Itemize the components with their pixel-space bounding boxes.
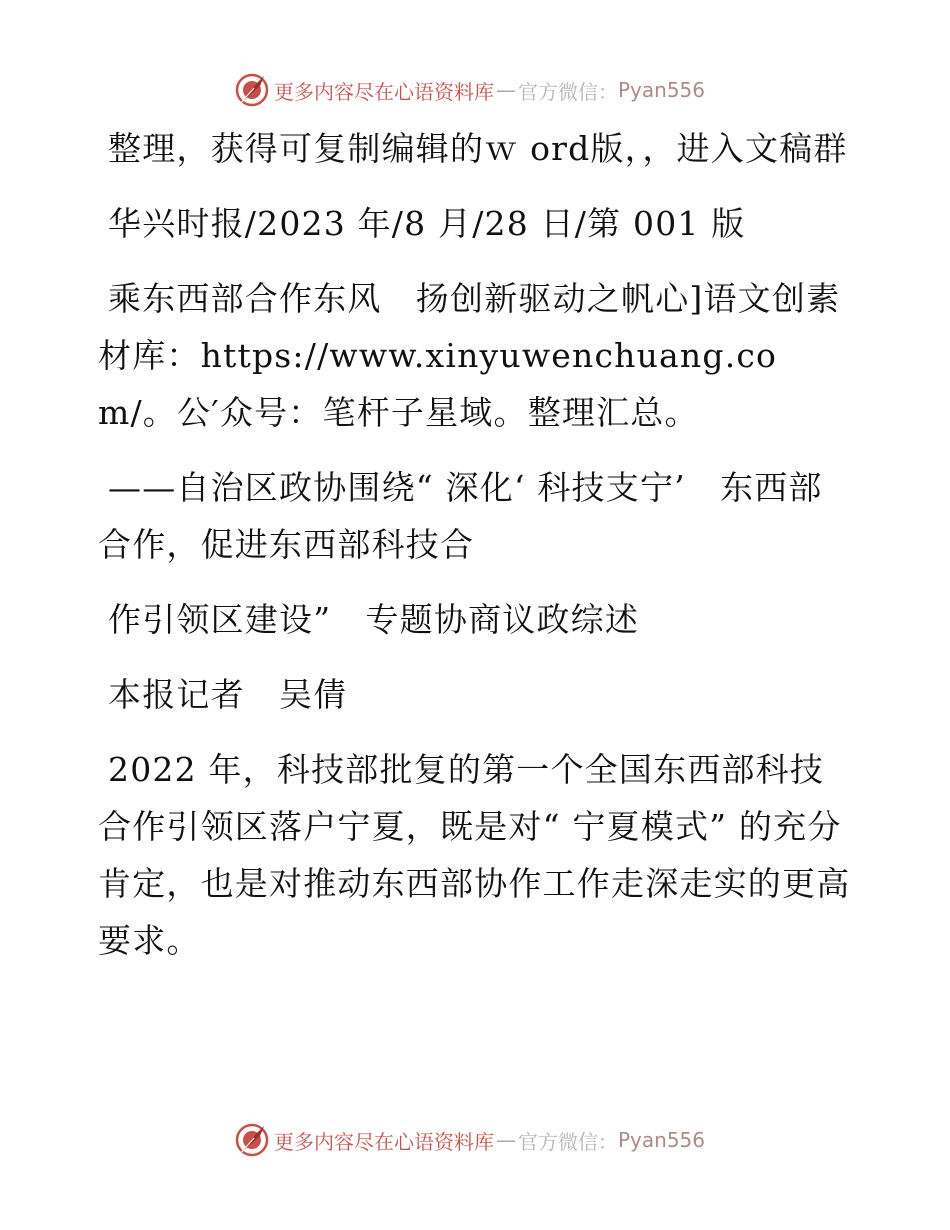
banner-separator: —	[496, 1128, 516, 1152]
dateline: 华兴时报/2023 年/8 月/28 日/第 001 版	[108, 204, 746, 243]
wechat-id: Pyan556	[618, 1128, 706, 1152]
footer-banner	[234, 1120, 705, 1160]
quill-pen-logo-icon	[234, 1122, 270, 1158]
headline-paragraph: 乘东西部合作东风 扬创新驱动之帆心]语文创素材库：https://www.xinyuwenchuang.com/。公′众号：笔杆子星域。整理汇总。	[98, 279, 841, 432]
intro-paragraph: 整理，获得可复制编辑的ｗ ord版，，进入文稿群	[108, 129, 848, 168]
wechat-id: Pyan556	[618, 78, 706, 102]
banner-separator: —	[496, 78, 516, 102]
official-wechat-label: 官方微信：	[518, 1129, 618, 1154]
body-paragraph: 2022 年，科技部批复的第一个全国东西部科技合作引领区落户宁夏，既是对“ 宁夏模式” 的充分肯定，也是对推动东西部协作工作走深走实的更高要求。	[98, 750, 851, 960]
official-wechat-label: 官方微信：	[518, 79, 618, 104]
promo-text: 更多内容尽在心语资料库	[274, 1129, 494, 1154]
header-banner	[234, 70, 705, 110]
byline: 本报记者 吴倩	[108, 675, 348, 714]
subtitle-line-2: 作引领区建设” 专题协商议政综述	[108, 600, 640, 639]
quill-pen-logo-icon	[234, 72, 270, 108]
document-body	[98, 120, 853, 987]
promo-text: 更多内容尽在心语资料库	[274, 79, 494, 104]
subtitle-line-1: ——自治区政协围绕“ 深化‘ 科技支宁’ 东西部合作，促进东西部科技合	[98, 468, 823, 564]
